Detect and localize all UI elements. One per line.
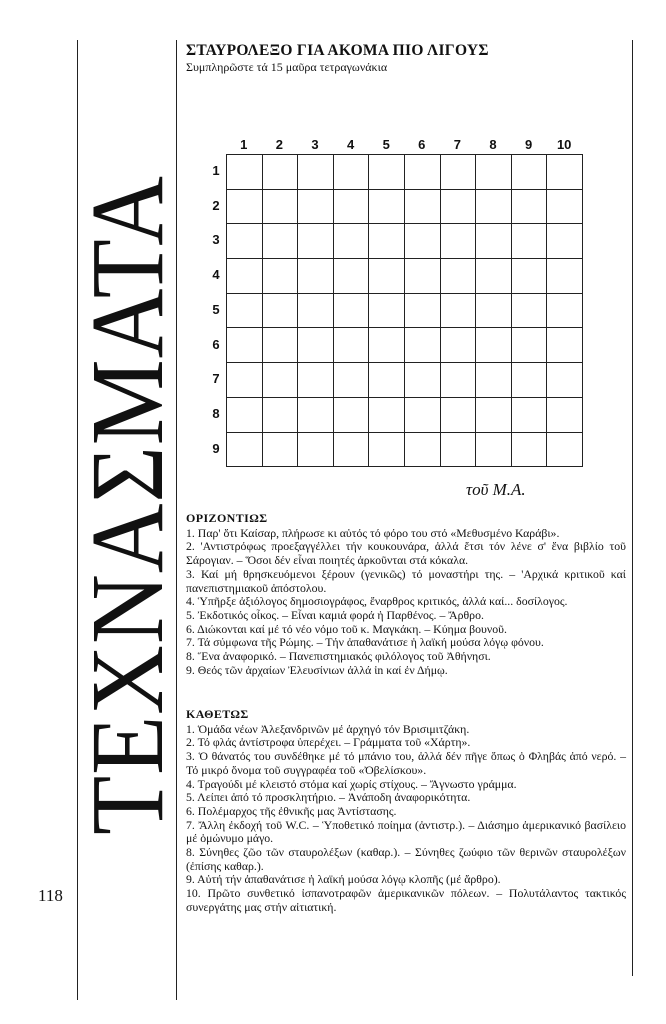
grid-cell[interactable] xyxy=(441,363,477,398)
grid-cell[interactable] xyxy=(476,398,512,433)
column-number: 6 xyxy=(418,137,426,152)
grid-cell[interactable] xyxy=(369,190,405,225)
grid-cell[interactable] xyxy=(405,155,441,190)
section-vertical-title: ΤΕΧΝΑΣΜΑΤΑ xyxy=(70,175,185,835)
grid-cell[interactable] xyxy=(405,224,441,259)
column-number: 1 xyxy=(240,137,248,152)
grid-cell[interactable] xyxy=(334,328,370,363)
grid-cell[interactable] xyxy=(476,294,512,329)
column-number: 10 xyxy=(556,137,572,152)
grid-cell[interactable] xyxy=(369,363,405,398)
grid-cell[interactable] xyxy=(405,259,441,294)
across-clue: 2. 'Αντιστρόφως προεξαγγέλλει τήν κουκουνάρα, ἀλλά ἔτσι τόν λένε σ' ἕνα βιβλίο τοῦ Σάρογιαν. – Ὅσοι δέν εἶναι ποιητές ἀρκοῦνται στά κόκαλα. xyxy=(186,539,626,568)
header xyxy=(186,42,626,74)
grid-cell[interactable] xyxy=(369,294,405,329)
grid-cell[interactable] xyxy=(547,224,583,259)
grid-cell[interactable] xyxy=(405,190,441,225)
across-clues xyxy=(186,512,626,677)
grid-cell[interactable] xyxy=(298,224,334,259)
grid-cell[interactable] xyxy=(405,294,441,329)
down-clue: 9. Αὐτή τήν ἀπαθανάτισε ἡ λαϊκή μούσα λόγῳ κλοπῆς (μέ ἄρθρο). xyxy=(186,872,501,887)
grid-cell[interactable] xyxy=(512,328,548,363)
grid-cell[interactable] xyxy=(441,155,477,190)
across-clue: 3. Καί μή θρησκευόμενοι ξέρουν (γενικῶς) τό μοναστήρι της. – 'Αρχικά κριτικοῦ καί πανεπιστημιακοῦ ἀπόστολου. xyxy=(186,566,626,595)
grid-cell[interactable] xyxy=(512,155,548,190)
grid-cell[interactable] xyxy=(334,433,370,468)
grid-cell[interactable] xyxy=(227,190,263,225)
down-heading: ΚΑΘΕΤΩΣ xyxy=(186,707,249,721)
grid-cell[interactable] xyxy=(547,363,583,398)
grid-cell[interactable] xyxy=(547,433,583,468)
down-clue: 2. Τό φλάς ἀντίστροφα ὑπερέχει. – Γράμματα τοῦ «Χάρτη». xyxy=(186,735,471,750)
across-clue: 9. Θεός τῶν ἀρχαίων Ἐλευσίνιων ἀλλά ἰn καί ἐν Δήμῳ. xyxy=(186,662,448,677)
grid-cell[interactable] xyxy=(547,190,583,225)
grid-cell[interactable] xyxy=(227,224,263,259)
grid-cell[interactable] xyxy=(476,155,512,190)
grid-cell[interactable] xyxy=(263,224,299,259)
grid-cell[interactable] xyxy=(263,328,299,363)
column-number: 7 xyxy=(453,137,461,152)
across-clue: 5. Ἐκδοτικός οἶκος. – Εἶναι καμιά φορά ἡ Παρθένος. – Ἄρθρο. xyxy=(186,607,484,622)
grid-cell[interactable] xyxy=(405,398,441,433)
grid-cell[interactable] xyxy=(263,259,299,294)
down-clue: 4. Τραγούδι μέ κλειστό στόμα καί χωρίς στίχους. – Ἄγνωστο γράμμα. xyxy=(186,776,517,791)
row-number: 3 xyxy=(212,232,220,248)
down-clue: 5. Λείπει ἀπό τό προσκλητήριο. – Ἀνάποδη ἀναφορικότητα. xyxy=(186,790,471,805)
grid-cell[interactable] xyxy=(334,155,370,190)
grid-cell[interactable] xyxy=(369,398,405,433)
grid-cell[interactable] xyxy=(512,363,548,398)
grid-cell[interactable] xyxy=(369,433,405,468)
grid-cell[interactable] xyxy=(512,398,548,433)
down-clues xyxy=(186,708,626,915)
grid-cell[interactable] xyxy=(476,224,512,259)
grid-cell[interactable] xyxy=(227,294,263,329)
row-number: 1 xyxy=(212,163,220,178)
across-clue: 7. Τά σύμφωνα τῆς Ρώμης. – Τήν ἀπαθανάτισε ἡ λαϊκή μούσα λόγῳ φόνου. xyxy=(186,635,544,650)
down-clue: 6. Πολέμαρχος τῆς ἐθνικῆς μας Ἀντίστασης. xyxy=(186,803,397,818)
column-numbers xyxy=(226,137,582,155)
grid-cell[interactable] xyxy=(369,328,405,363)
grid-cell[interactable] xyxy=(334,224,370,259)
grid-cell[interactable] xyxy=(227,328,263,363)
grid-cell[interactable] xyxy=(298,155,334,190)
row-number: 4 xyxy=(212,267,220,283)
row-number: 9 xyxy=(212,440,220,456)
grid-cell[interactable] xyxy=(298,328,334,363)
row-number: 2 xyxy=(212,197,220,213)
grid-cell[interactable] xyxy=(263,190,299,225)
grid-cell[interactable] xyxy=(476,190,512,225)
down-clue: 7. Ἄλλη ἐκδοχή τοῦ W.C. – Ὑποθετικό ποίημα (ἀντιστρ.). – Διάσημο ἀμερικανικό βασίλειο μέ ὁμώνυμο μάγο. xyxy=(186,817,626,846)
grid-cell[interactable] xyxy=(263,155,299,190)
grid-cell[interactable] xyxy=(369,155,405,190)
page-number: 118 xyxy=(38,886,63,905)
grid-cell[interactable] xyxy=(227,433,263,468)
grid-cell[interactable] xyxy=(441,259,477,294)
grid-cell[interactable] xyxy=(227,398,263,433)
grid-cell[interactable] xyxy=(334,190,370,225)
column-number: 9 xyxy=(524,137,533,152)
grid-cell[interactable] xyxy=(334,363,370,398)
grid-cell[interactable] xyxy=(441,398,477,433)
column-number: 3 xyxy=(311,137,319,152)
grid-cell[interactable] xyxy=(405,363,441,398)
grid-cell[interactable] xyxy=(512,433,548,468)
grid-cell[interactable] xyxy=(298,363,334,398)
column-number: 2 xyxy=(275,137,283,152)
grid-cell[interactable] xyxy=(441,328,477,363)
row-number: 8 xyxy=(212,405,220,421)
grid-cell[interactable] xyxy=(547,328,583,363)
grid-cell[interactable] xyxy=(263,294,299,329)
right-margin-rule xyxy=(632,40,633,976)
grid-cell[interactable] xyxy=(298,259,334,294)
grid-cell[interactable] xyxy=(298,294,334,329)
page-title: ΣΤΑΥΡΟΛΕΞΟ ΓΙΑ ΑΚΟΜΑ ΠΙΟ ΛΙΓΟΥΣ xyxy=(186,42,489,59)
grid-cell[interactable] xyxy=(441,433,477,468)
grid-cell[interactable] xyxy=(334,259,370,294)
grid-cell[interactable] xyxy=(547,155,583,190)
grid-cell[interactable] xyxy=(441,224,477,259)
grid-cell[interactable] xyxy=(547,294,583,329)
grid-cell[interactable] xyxy=(263,398,299,433)
page-subtitle: Συμπληρῶστε τά 15 μαῦρα τετραγωνάκια xyxy=(186,60,388,74)
grid-cell[interactable] xyxy=(298,398,334,433)
grid-cell[interactable] xyxy=(369,259,405,294)
crossword-grid xyxy=(226,154,583,467)
grid-cell[interactable] xyxy=(405,328,441,363)
grid-cell[interactable] xyxy=(441,294,477,329)
across-clue: 6. Διώκονται καί μέ τό νέο νόμο τοῦ κ. Μαγκάκη. – Κύημα βουνοῦ. xyxy=(186,621,507,636)
grid-cell[interactable] xyxy=(334,294,370,329)
across-clue: 4. Ὑπῆρξε ἀξιόλογος δημοσιογράφος, ἔναρθρος κριτικός, ἀλλά καί... δοσίλογος. xyxy=(186,594,568,609)
row-number: 7 xyxy=(212,371,220,387)
grid-cell[interactable] xyxy=(227,259,263,294)
grid-cell[interactable] xyxy=(476,259,512,294)
across-clue: 8. Ἕνα ἀναφορικό. – Πανεπιστημιακός φιλόλογος τοῦ Ἀθήνησι. xyxy=(186,649,491,664)
grid-cell[interactable] xyxy=(512,224,548,259)
grid-cell[interactable] xyxy=(512,190,548,225)
grid-cell[interactable] xyxy=(512,259,548,294)
author-credit: τοῦ Μ.Α. xyxy=(466,480,526,499)
column-number: 5 xyxy=(382,137,390,152)
across-clue: 1. Παρ' ὅτι Καίσαρ, πλήρωσε κι αὐτός τό φόρο του στό «Μεθυσμένο Καράβι». xyxy=(186,525,560,540)
grid-cell[interactable] xyxy=(227,155,263,190)
grid-cell[interactable] xyxy=(263,433,299,468)
grid-cell[interactable] xyxy=(441,190,477,225)
grid-cell[interactable] xyxy=(298,190,334,225)
grid-cell[interactable] xyxy=(334,398,370,433)
grid-cell[interactable] xyxy=(512,294,548,329)
grid-cell[interactable] xyxy=(405,433,441,468)
grid-cell[interactable] xyxy=(476,328,512,363)
grid-cell[interactable] xyxy=(476,363,512,398)
row-number: 5 xyxy=(212,301,220,317)
down-clue: 3. Ὁ θάνατός του συνδέθηκε μέ τό μπάνιο του, ἀλλά δέν πῆγε ὅπως ὁ Φληβάς ἀπό νερό. – Τό μικρό ὄνομα τοῦ συγγραφέα τοῦ «Ὀβελίσκου». xyxy=(186,749,626,777)
grid-cell[interactable] xyxy=(547,259,583,294)
grid-cell[interactable] xyxy=(263,363,299,398)
down-clue: 1. Ὁμάδα νέων Ἀλεξανδρινῶν μέ ἀρχηγό τόν Βρισιμιτζάκη. xyxy=(186,721,470,736)
down-clue: 8. Σύνηθες ζῶο τῶν σταυρολέξων (καθαρ.). – Σύνηθες ζωύφιο τῶν θερινῶν σταυρολέξων (ἐπίσης καθαρ.). xyxy=(186,845,626,873)
grid-cell[interactable] xyxy=(369,224,405,259)
column-number: 4 xyxy=(346,137,355,152)
down-clue: 10. Πρῶτο συνθετικό ἰσπανοτραφῶν ἀμερικανικῶν πόλεων. – Πολυτάλαντος τακτικός συνεργάτης μας στήν αἰτιατική. xyxy=(186,886,626,914)
grid-cell[interactable] xyxy=(476,433,512,468)
column-number: 8 xyxy=(489,137,497,152)
grid-cell[interactable] xyxy=(547,398,583,433)
row-number: 6 xyxy=(212,336,220,352)
grid-cell[interactable] xyxy=(227,363,263,398)
across-heading: ΟΡΙΖΟΝΤΙΩΣ xyxy=(186,511,268,525)
grid-cell[interactable] xyxy=(298,433,334,468)
